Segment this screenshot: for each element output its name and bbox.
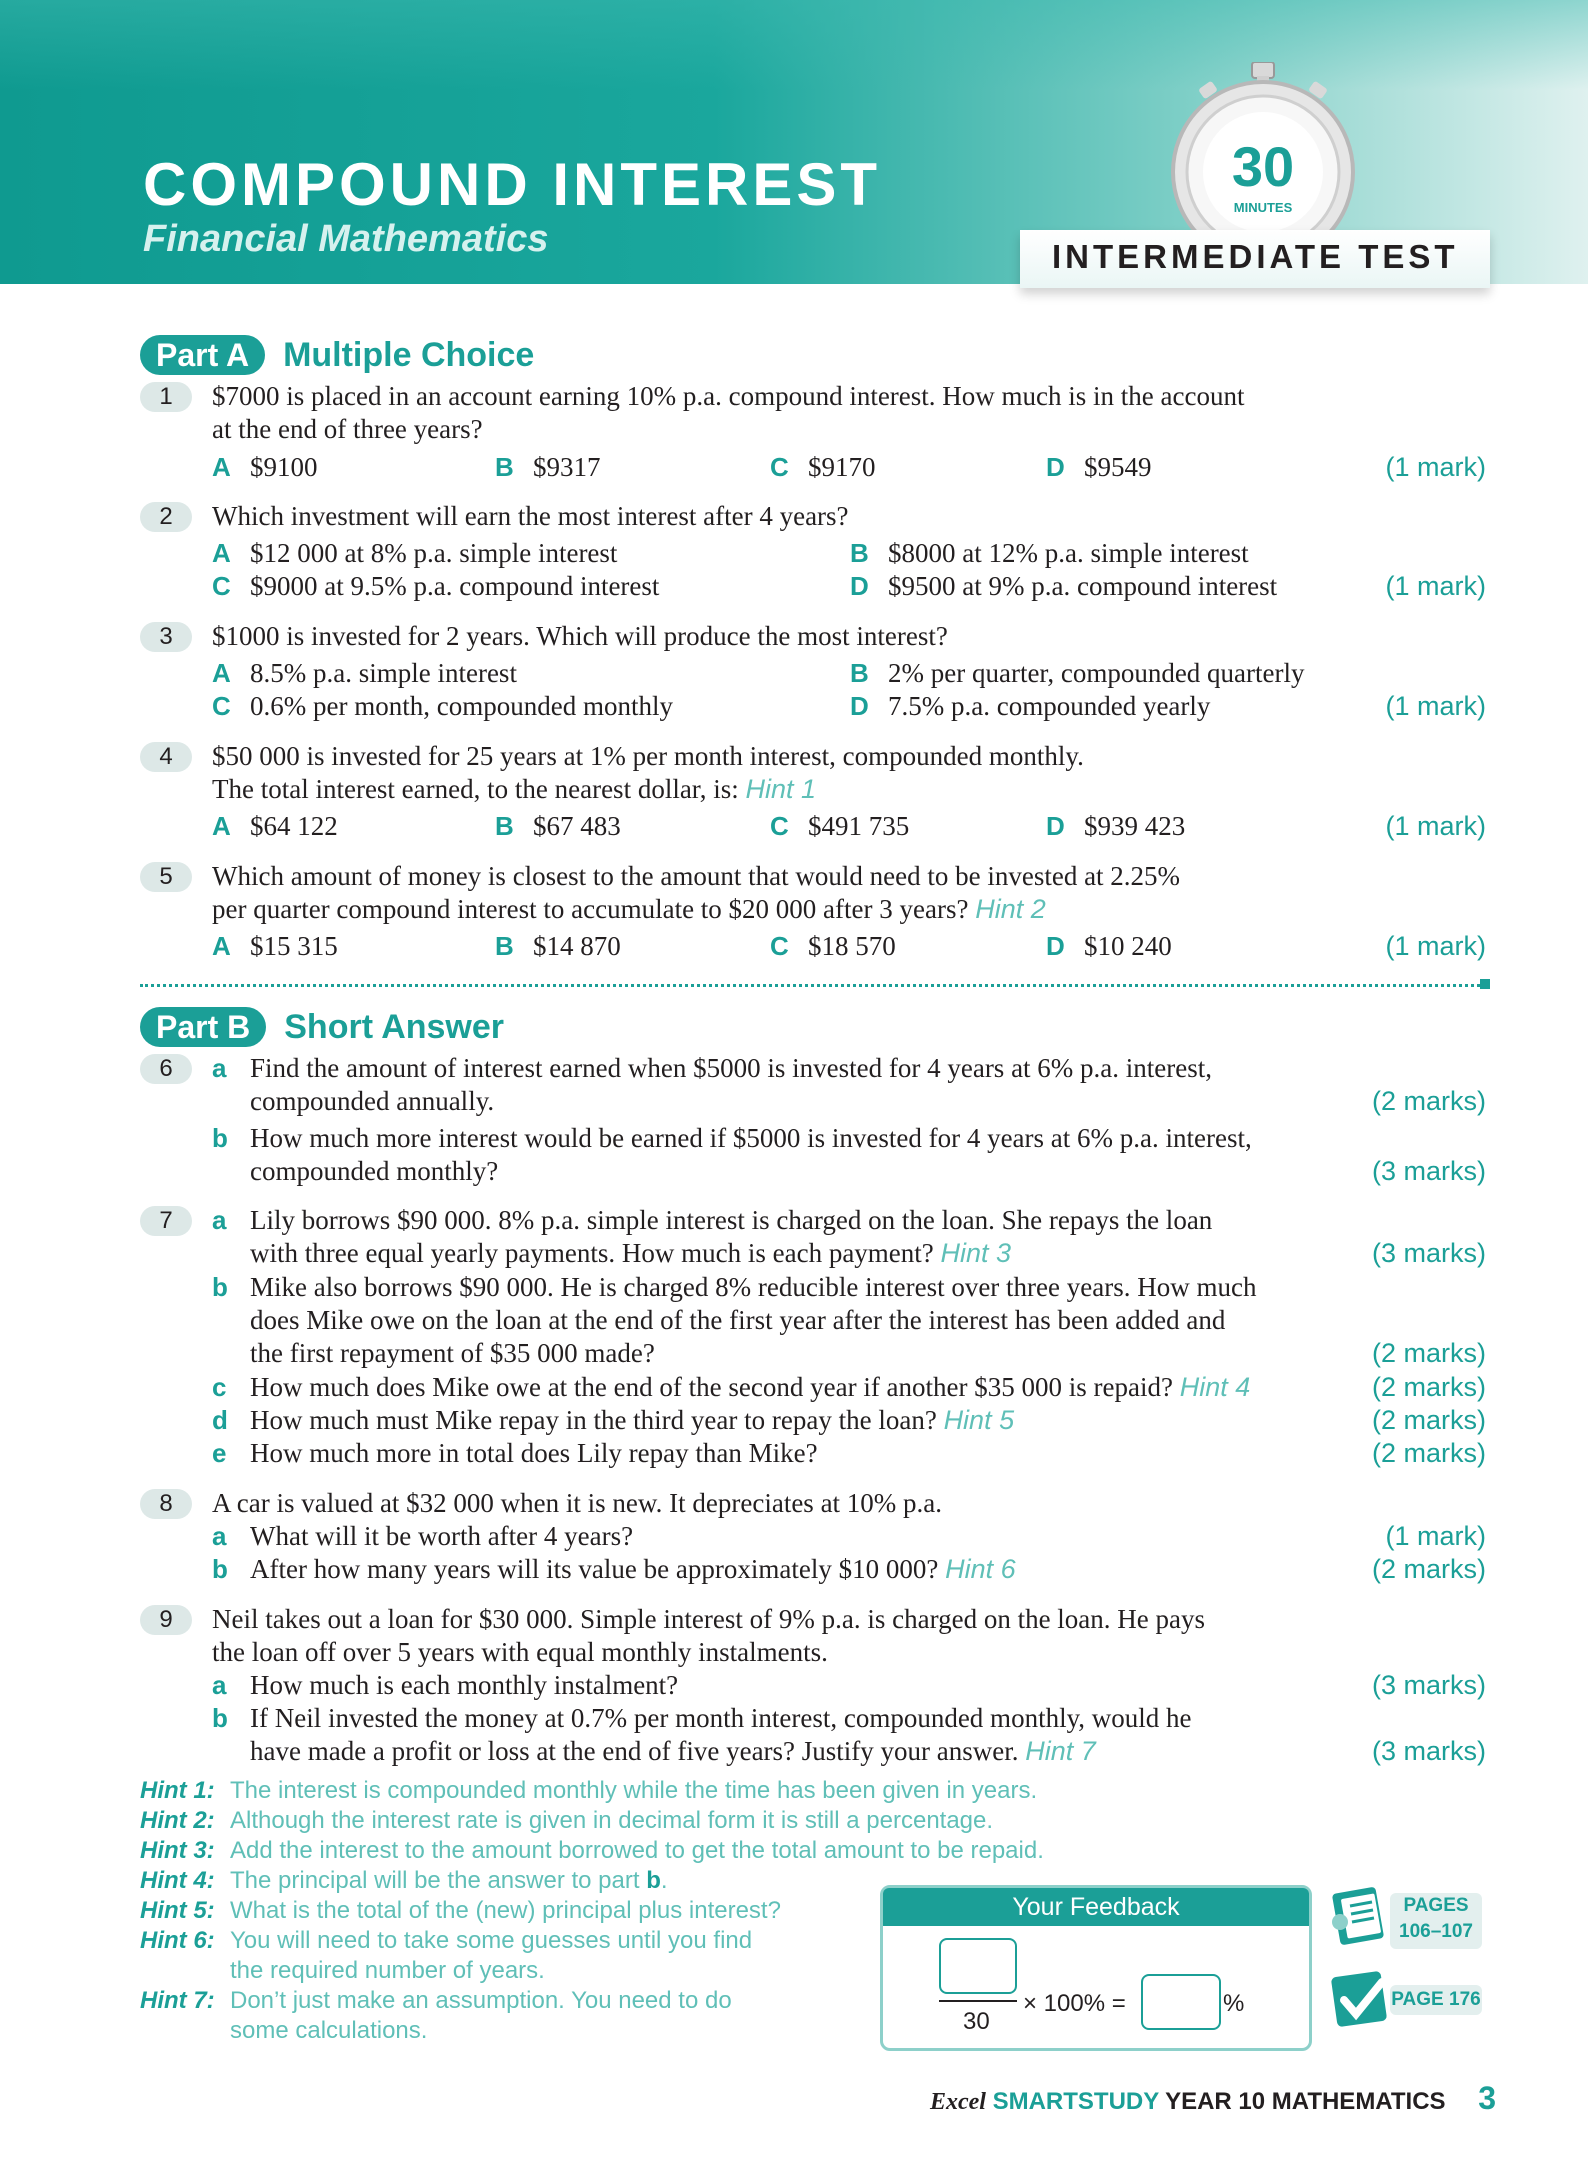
hint-reference[interactable]: Hint 7 [1025, 1736, 1096, 1766]
hint-line: Hint 1: The interest is compounded monthly while the time has been given in years. [140, 1777, 1038, 1804]
part-letter: a [212, 1053, 227, 1083]
hint-reference[interactable]: Hint 6 [945, 1554, 1016, 1584]
option-text: $67 483 [533, 811, 621, 841]
option-letter: C [212, 691, 231, 721]
page-number: 3 [1478, 2080, 1496, 2116]
option-letter: D [1046, 931, 1065, 961]
option-letter: C [770, 452, 789, 482]
option-text: $9000 at 9.5% p.a. compound interest [250, 571, 660, 601]
part-letter: e [212, 1438, 227, 1468]
option-letter: D [850, 571, 869, 601]
hint-label: Hint 3: [140, 1837, 215, 1864]
hint-reference[interactable]: Hint 4 [1179, 1372, 1251, 1402]
mark-value: (3 marks) [1372, 1670, 1486, 1700]
percent-sign: % [1223, 1990, 1245, 2017]
option-letter: A [212, 658, 231, 688]
hint-line: Hint 5: What is the total of the (new) principal plus interest? [140, 1897, 781, 1924]
question-text-with-hint: How much does Mike owe at the end of the second year if another $35 000 is repaid? Hint 4 [250, 1372, 1251, 1402]
option-letter: D [850, 691, 869, 721]
question-text-with-hint: How much must Mike repay in the third year to repay the loan? Hint 5 [250, 1405, 1015, 1435]
part-letter: b [212, 1272, 228, 1302]
option-text: $939 423 [1084, 811, 1186, 841]
section-divider [140, 984, 1486, 987]
part-letter: b [212, 1123, 228, 1153]
hint-reference[interactable]: Hint 3 [940, 1238, 1012, 1268]
question-text: compounded monthly? [250, 1156, 499, 1186]
question-text: How much more interest would be earned if $5000 is invested for 4 years at 6% p.a. interest, [250, 1123, 1252, 1153]
percentage-input[interactable] [1141, 1974, 1221, 2030]
multiplier-text: × 100% = [1023, 1990, 1126, 2017]
option-letter: C [770, 811, 789, 841]
part-b-heading [140, 1007, 504, 1047]
pages-reference[interactable]: PAGES 106–107 [1390, 1893, 1482, 1949]
question-number: 2 [140, 502, 192, 532]
question-number: 7 [140, 1206, 192, 1236]
mark-value: (1 mark) [1385, 691, 1486, 721]
question-text: $50 000 is invested for 25 years at 1% per month interest, compounded monthly. [212, 741, 1084, 771]
option-text: $18 570 [808, 931, 896, 961]
footer [930, 2080, 1496, 2117]
footer-title: YEAR 10 MATHEMATICS [1165, 2088, 1446, 2115]
hint-label: Hint 2: [140, 1807, 215, 1834]
score-denominator: 30 [963, 2008, 990, 2035]
option-letter: C [770, 931, 789, 961]
part-letter: b [212, 1554, 228, 1584]
question-text: Which amount of money is closest to the amount that would need to be invested at 2.25% [212, 861, 1181, 891]
question-text-with-hint: per quarter compound interest to accumulate to $20 000 after 3 years? Hint 2 [212, 894, 1046, 924]
hint-line: Hint 2: Although the interest rate is given in decimal form it is still a percentage. [140, 1807, 994, 1834]
option-text: $9170 [808, 452, 876, 482]
option-text: 2% per quarter, compounded quarterly [888, 658, 1305, 688]
test-type-banner [1020, 230, 1490, 288]
part-letter: d [212, 1405, 228, 1435]
hint-line: some calculations. [230, 2017, 428, 2044]
page-title: COMPOUND INTEREST [143, 151, 882, 218]
question-number: 1 [140, 382, 192, 412]
question-text: A car is valued at $32 000 when it is new. It depreciates at 10% p.a. [212, 1488, 943, 1518]
hint-line: the required number of years. [230, 1957, 545, 1984]
question-number: 5 [140, 862, 192, 892]
option-letter: C [212, 571, 231, 601]
option-letter: A [212, 452, 231, 482]
option-letter: B [495, 931, 514, 961]
option-text: $8000 at 12% p.a. simple interest [888, 538, 1249, 568]
part-letter: c [212, 1372, 227, 1402]
hint-label: Hint 1: [140, 1777, 215, 1804]
question-text: Neil takes out a loan for $30 000. Simple interest of 9% p.a. is charged on the loan. He pays [212, 1604, 1206, 1634]
question-text: at the end of three years? [212, 414, 483, 444]
hint-label: Hint 6: [140, 1927, 215, 1954]
question-text-with-hint: with three equal yearly payments. How much is each payment? Hint 3 [250, 1238, 1012, 1268]
feedback-box [880, 1885, 1312, 2051]
mark-value: (1 mark) [1385, 811, 1486, 841]
option-text: $9317 [533, 452, 601, 482]
question-text: the loan off over 5 years with equal monthly instalments. [212, 1637, 828, 1667]
option-text: $14 870 [533, 931, 621, 961]
mark-value: (1 mark) [1385, 452, 1486, 482]
question-text: does Mike owe on the loan at the end of the first year after the interest has been added and [250, 1305, 1226, 1335]
hint-line: Hint 3: Add the interest to the amount borrowed to get the total amount to be repaid. [140, 1837, 1044, 1864]
hint-label: Hint 7: [140, 1987, 215, 2014]
option-text: $9500 at 9% p.a. compound interest [888, 571, 1278, 601]
option-text: 8.5% p.a. simple interest [250, 658, 517, 688]
option-letter: B [850, 658, 869, 688]
fraction-bar [939, 2000, 1017, 2002]
question-number: 6 [140, 1054, 192, 1084]
option-text: 0.6% per month, compounded monthly [250, 691, 673, 721]
part-b-pill: Part B [140, 1007, 266, 1047]
mark-value: (3 marks) [1372, 1238, 1486, 1268]
option-text: $491 735 [808, 811, 910, 841]
mark-value: (2 marks) [1372, 1372, 1486, 1402]
part-b-title: Short Answer [284, 1008, 505, 1046]
question-text: Mike also borrows $90 000. He is charged 8% reducible interest over three years. How much [250, 1272, 1257, 1302]
footer-excel: Excel [929, 2089, 986, 2115]
question-text-with-hint: The total interest earned, to the nearest dollar, is: Hint 1 [212, 774, 817, 804]
option-text: $15 315 [250, 931, 338, 961]
hint-reference[interactable]: Hint 2 [975, 894, 1046, 924]
question-text: Which investment will earn the most interest after 4 years? [212, 501, 849, 531]
hint-reference[interactable]: Hint 1 [745, 774, 817, 804]
option-letter: B [850, 538, 869, 568]
question-text: compounded annually. [250, 1086, 495, 1116]
timer-unit: MINUTES [1233, 200, 1293, 215]
part-letter: a [212, 1521, 227, 1551]
mark-value: (2 marks) [1372, 1086, 1486, 1116]
part-letter: a [212, 1670, 227, 1700]
question-text: If Neil invested the money at 0.7% per month interest, compounded monthly, would he [250, 1703, 1192, 1733]
footer-brand: SMARTSTUDY [992, 2088, 1159, 2115]
option-text: 7.5% p.a. compounded yearly [888, 691, 1211, 721]
question-text: How much more in total does Lily repay than Mike? [250, 1438, 818, 1468]
question-text: Find the amount of interest earned when $5000 is invested for 4 years at 6% p.a. interest, [250, 1053, 1212, 1083]
part-a-pill: Part A [140, 335, 265, 375]
mark-value: (2 marks) [1372, 1438, 1486, 1468]
mark-value: (3 marks) [1372, 1736, 1486, 1766]
part-a-title: Multiple Choice [283, 336, 535, 374]
score-input[interactable] [939, 1938, 1017, 1994]
question-text: How much is each monthly instalment? [250, 1670, 679, 1700]
mark-value: (2 marks) [1372, 1554, 1486, 1584]
question-text-with-hint: After how many years will its value be approximately $10 000? Hint 6 [250, 1554, 1016, 1584]
option-text: $10 240 [1084, 931, 1172, 961]
test-type-label: INTERMEDIATE TEST [1052, 238, 1459, 275]
mark-value: (3 marks) [1372, 1156, 1486, 1186]
mark-value: (2 marks) [1372, 1338, 1486, 1368]
part-letter: b [212, 1703, 228, 1733]
option-letter: A [212, 811, 231, 841]
answers-page-reference[interactable]: PAGE 176 [1390, 1985, 1482, 2015]
divider-end-square [1480, 979, 1490, 989]
mark-value: (1 mark) [1385, 931, 1486, 961]
option-letter: D [1046, 452, 1065, 482]
option-letter: A [212, 538, 231, 568]
question-text: What will it be worth after 4 years? [250, 1521, 634, 1551]
option-text: $64 122 [250, 811, 338, 841]
option-text: $9549 [1084, 452, 1152, 482]
question-number: 3 [140, 622, 192, 652]
hint-label: Hint 4: [140, 1867, 215, 1894]
option-letter: B [495, 452, 514, 482]
option-text: $9100 [250, 452, 318, 482]
mark-value: (1 mark) [1385, 1521, 1486, 1551]
hint-line: Hint 7: Don’t just make an assumption. You need to do [140, 1987, 732, 2014]
option-letter: A [212, 931, 231, 961]
hint-line: Hint 6: You will need to take some guesses until you find [140, 1927, 753, 1954]
hint-label: Hint 5: [140, 1897, 215, 1924]
mark-value: (1 mark) [1385, 571, 1486, 601]
question-number: 4 [140, 742, 192, 772]
question-number: 9 [140, 1605, 192, 1635]
option-letter: B [495, 811, 514, 841]
hint-reference[interactable]: Hint 5 [943, 1405, 1015, 1435]
question-number: 8 [140, 1489, 192, 1519]
question-text: Lily borrows $90 000. 8% p.a. simple interest is charged on the loan. She repays the loan [250, 1205, 1213, 1235]
question-text: $1000 is invested for 2 years. Which will produce the most interest? [212, 621, 948, 651]
hint-line: Hint 4: The principal will be the answer to part b. [140, 1867, 668, 1894]
question-text: $7000 is placed in an account earning 10% p.a. compound interest. How much is in the account [212, 381, 1245, 411]
option-letter: D [1046, 811, 1065, 841]
mark-value: (2 marks) [1372, 1405, 1486, 1435]
feedback-title: Your Feedback [883, 1888, 1309, 1926]
part-a-heading [140, 335, 534, 375]
option-text: $12 000 at 8% p.a. simple interest [250, 538, 618, 568]
page-subtitle: Financial Mathematics [143, 218, 549, 260]
timer-value: 30 [1231, 135, 1295, 198]
part-letter: a [212, 1205, 227, 1235]
question-text-with-hint: have made a profit or loss at the end of five years? Justify your answer. Hint 7 [250, 1736, 1096, 1766]
question-text: the first repayment of $35 000 made? [250, 1338, 655, 1368]
